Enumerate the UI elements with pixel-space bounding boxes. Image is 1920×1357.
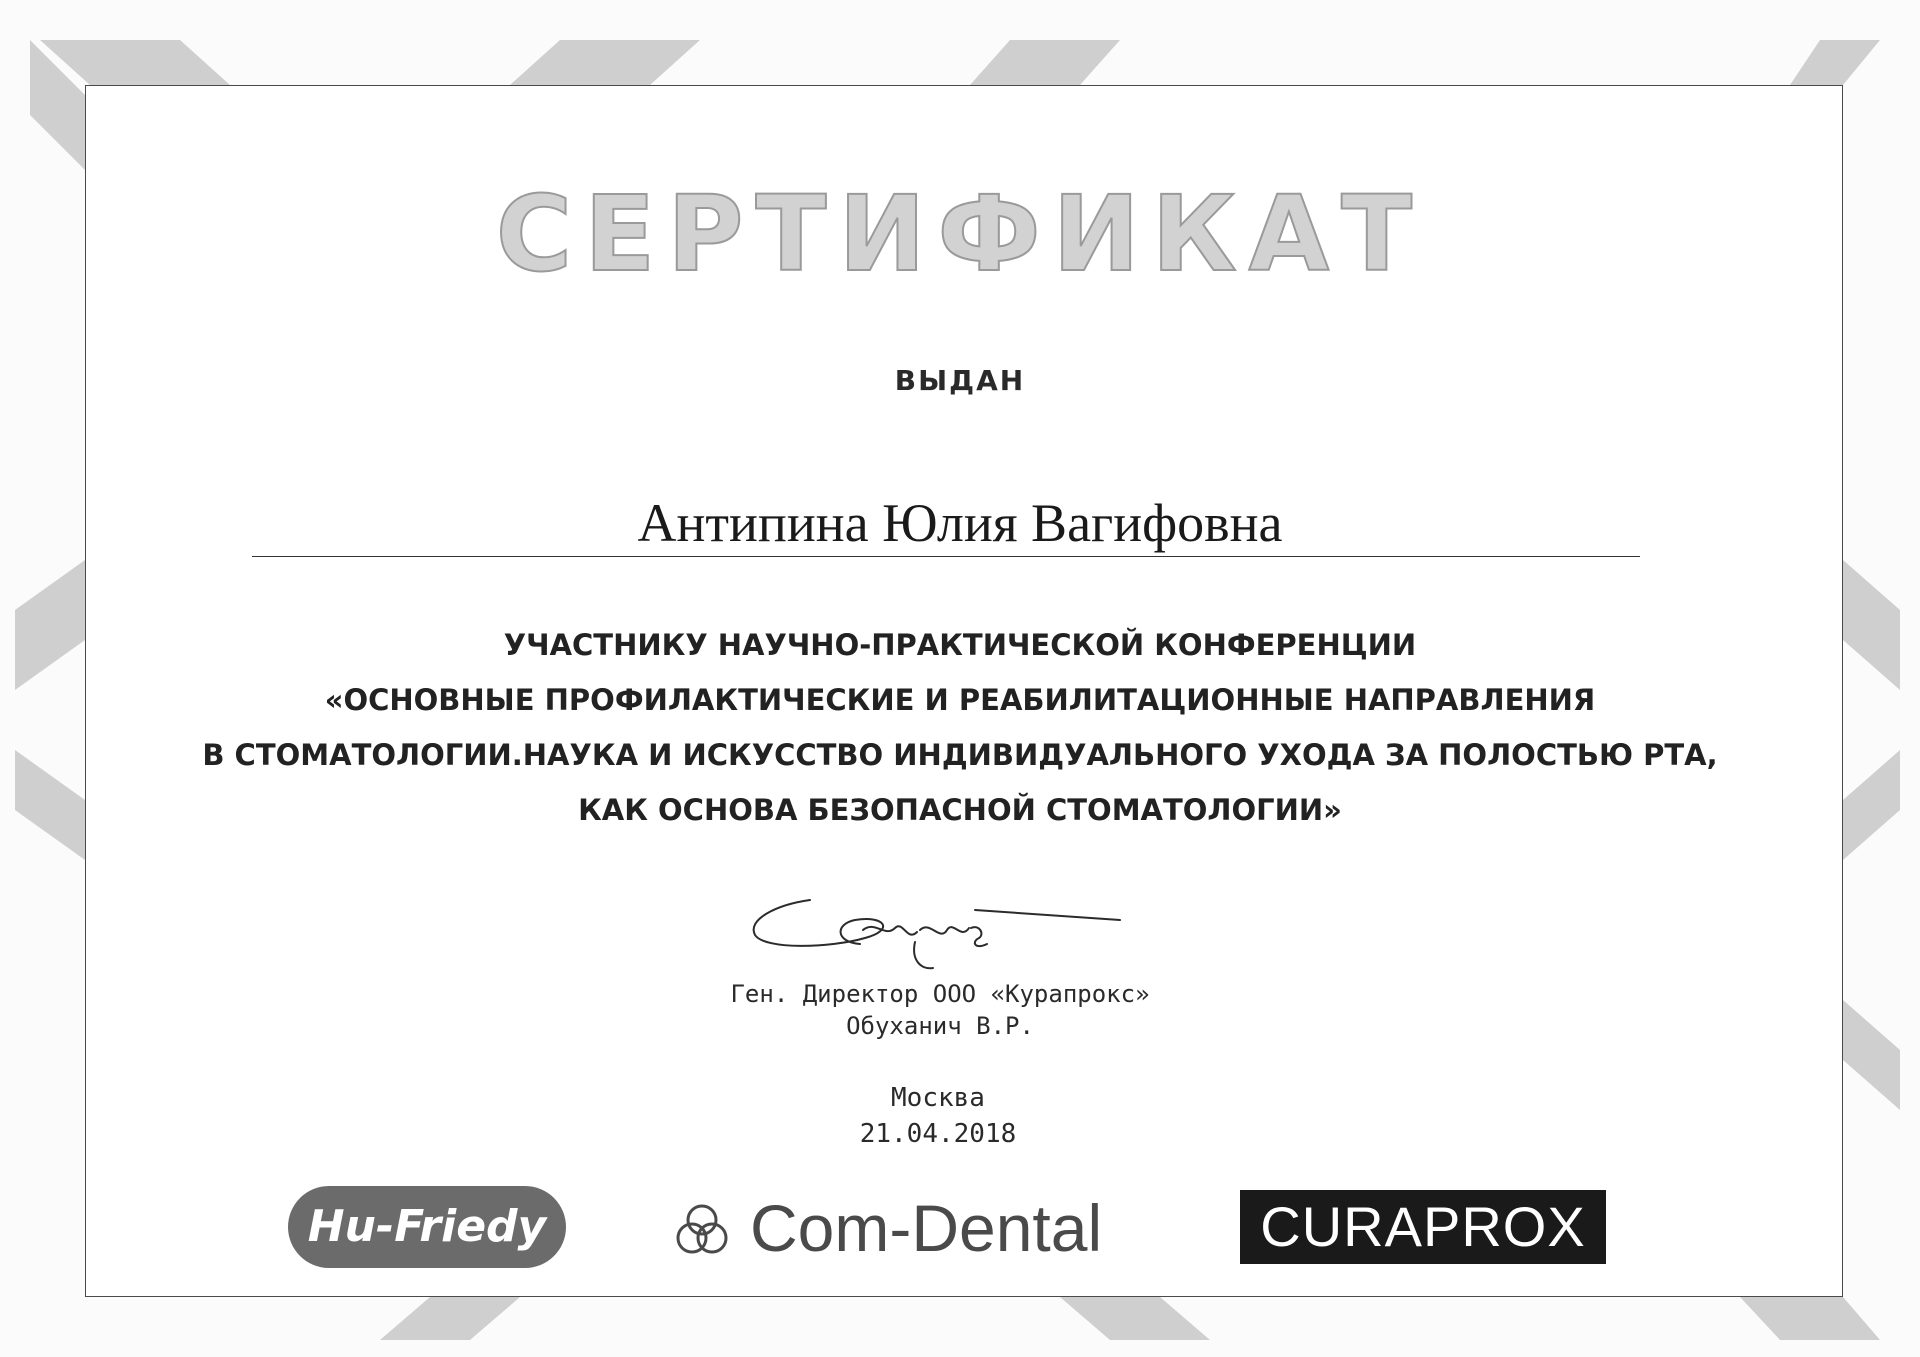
issue-date: 21.04.2018 [859, 1119, 1017, 1149]
comdental-logo-text: Com-Dental [750, 1191, 1103, 1265]
conference-statement [0, 618, 1920, 838]
statement-line: «ОСНОВНЫЕ ПРОФИЛАКТИЧЕСКИЕ И РЕАБИЛИТАЦИОННЫЕ НАПРАВЛЕНИЯ [324, 683, 1596, 717]
curaprox-logo-text: CURAPROX [1260, 1195, 1586, 1258]
certificate-title: СЕРТИФИКАТ [495, 173, 1425, 295]
recipient-name: Антипина Юлия Вагифовна [637, 493, 1283, 553]
place-date-block [0, 1080, 1876, 1152]
statement-line: УЧАСТНИКУ НАУЧНО-ПРАКТИЧЕСКОЙ КОНФЕРЕНЦИИ [503, 628, 1417, 662]
handwritten-signature [735, 880, 1125, 980]
signatory-title: Ген. Директор ООО «Курапрокс» [730, 980, 1150, 1008]
hufriedy-logo-text: Hu-Friedy [307, 1201, 547, 1252]
statement-line: КАК ОСНОВА БЕЗОПАСНОЙ СТОМАТОЛОГИИ» [578, 793, 1342, 827]
signatory-name: Обуханич В.Р. [846, 1012, 1034, 1040]
comdental-rings-icon [672, 1200, 732, 1260]
hufriedy-logo [288, 1186, 568, 1270]
statement-line: В СТОМАТОЛОГИИ.НАУКА И ИСКУССТВО ИНДИВИДУАЛЬНОГО УХОДА ЗА ПОЛОСТЬЮ РТА, [202, 738, 1718, 772]
issued-label: ВЫДАН [894, 364, 1026, 397]
name-underline [252, 556, 1640, 557]
comdental-logo [672, 1188, 1152, 1268]
city: Москва [891, 1083, 985, 1113]
curaprox-logo [1240, 1190, 1606, 1264]
signatory-block [0, 978, 1880, 1042]
